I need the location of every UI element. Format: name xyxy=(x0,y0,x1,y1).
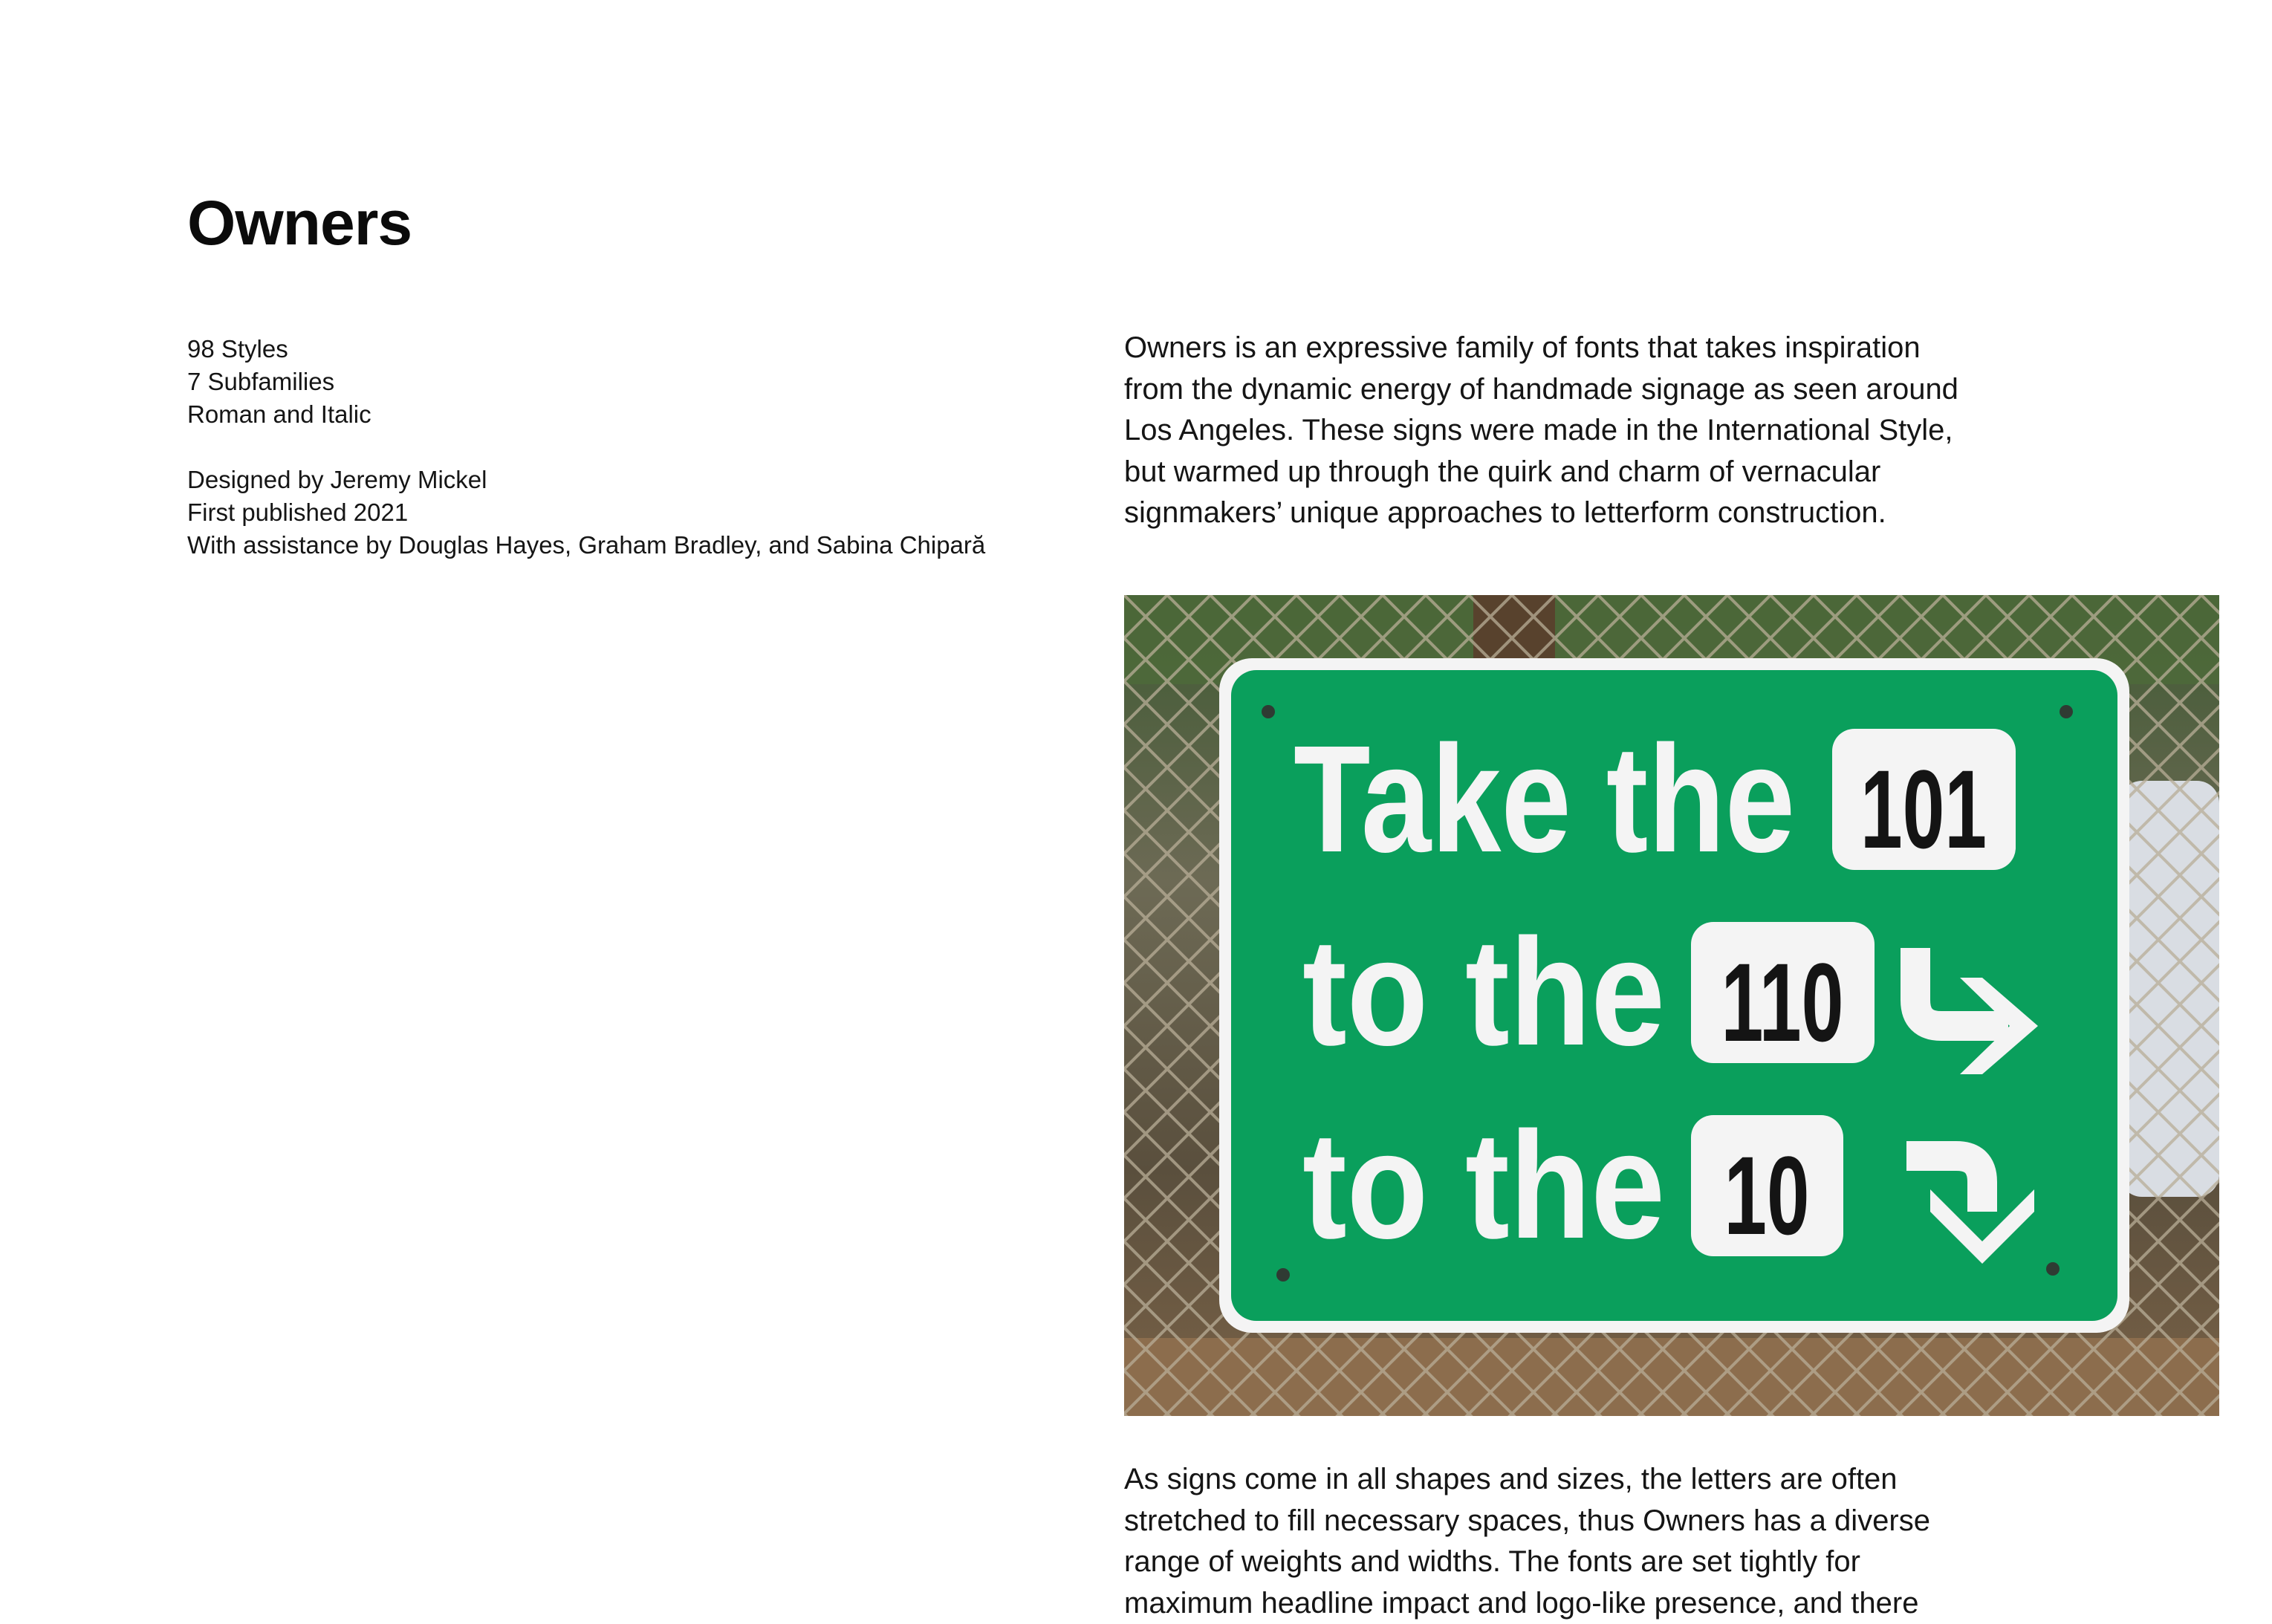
outro-line: maximum headline impact and logo-like presence, and there xyxy=(1124,1583,2038,1624)
sign-row1-text: Take the xyxy=(1294,714,1795,884)
route-number-101: 101 xyxy=(1860,747,1987,871)
intro-line: Los Angeles. These signs were made in the International Style, xyxy=(1124,410,2038,452)
bolt xyxy=(1276,1268,1290,1282)
bolt xyxy=(2060,705,2073,718)
spacer xyxy=(187,431,1064,464)
signage-photo xyxy=(1124,595,2219,1416)
page-title: Owners xyxy=(187,190,412,256)
outro-line: As signs come in all shapes and sizes, the letters are often xyxy=(1124,1459,2038,1501)
sign-row3-text: to the xyxy=(1302,1100,1665,1270)
styles-count: 98 Styles xyxy=(187,333,1064,366)
font-metadata xyxy=(187,333,1064,562)
bolt xyxy=(1262,705,1275,718)
outro-paragraph xyxy=(1124,1459,2038,1624)
signage-photo-illustration xyxy=(1124,595,2219,1416)
sign-row2-text: to the xyxy=(1302,907,1665,1077)
subfamilies-count: 7 Subfamilies xyxy=(187,366,1064,398)
assistance-credit: With assistance by Douglas Hayes, Graham Bradley, and Sabina Chipară xyxy=(187,529,1064,562)
intro-paragraph xyxy=(1124,328,2038,534)
intro-line: but warmed up through the quirk and charm of vernacular xyxy=(1124,452,2038,493)
bolt xyxy=(2046,1262,2060,1276)
intro-line: from the dynamic energy of handmade signage as seen around xyxy=(1124,369,2038,411)
route-number-110: 110 xyxy=(1721,940,1844,1065)
styles-variants: Roman and Italic xyxy=(187,398,1064,431)
outro-line: stretched to fill necessary spaces, thus Owners has a diverse xyxy=(1124,1501,2038,1542)
intro-line: signmakers’ unique approaches to letterform construction. xyxy=(1124,493,2038,534)
route-number-10: 10 xyxy=(1724,1133,1810,1258)
intro-line: Owners is an expressive family of fonts that takes inspiration xyxy=(1124,328,2038,369)
designer-credit: Designed by Jeremy Mickel xyxy=(187,464,1064,496)
publication-year: First published 2021 xyxy=(187,496,1064,529)
outro-line: range of weights and widths. The fonts are set tightly for xyxy=(1124,1542,2038,1583)
